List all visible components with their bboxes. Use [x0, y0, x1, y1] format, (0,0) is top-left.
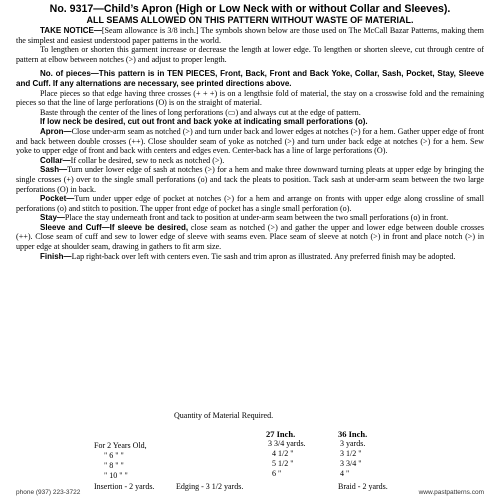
stay-label: Stay— — [40, 213, 65, 223]
apron-paragraph — [16, 127, 484, 156]
pieces-paragraph — [16, 69, 484, 88]
collar-text: If collar be desired, sew to neck as notched (>). — [70, 155, 225, 165]
pieces-lead: No. of pieces—This pattern is in TEN PIECES, Front, Back, Front and Back Yoke, Collar, Sash, Pocket, Stay, Sleeve and Cuff. If any alternations are necessary, see printed directions above. — [16, 69, 484, 88]
row-27-value: 4 1/2 " — [272, 449, 294, 458]
baste-paragraph: Baste through the center of the lines of long perforations (▭) and always cut at the edge of pattern. — [40, 107, 361, 117]
row-27-value: 5 1/2 " — [272, 459, 294, 468]
finish-text: Lap right-back over left with centers even. Tie sash and trim apron as illustrated. Any preferred finish may be adopted. — [71, 251, 456, 261]
row-label: " 8 " " — [104, 461, 124, 470]
length-note: To lengthen or shorten this garment increase or decrease the length at lower edge. To lengthen or shorten sleeve, cut through centre of pattern at elbow between notches (>) and adjust to proper length. — [16, 45, 484, 64]
col-36-inch: 36 Inch. — [338, 429, 368, 439]
row-36-value: 3 yards. — [340, 439, 366, 448]
row-label: " 6 " " — [104, 451, 124, 460]
material-table-title: Quantity of Material Required. — [174, 411, 274, 420]
pocket-paragraph — [16, 194, 484, 213]
page-title: No. 9317—Child’s Apron (High or Low Neck with or without Collar and Sleeves). — [49, 3, 451, 15]
finish-label: Finish— — [40, 251, 72, 261]
row-36-value: 3 3/4 " — [340, 459, 362, 468]
pocket-text: Turn under upper edge of pocket at notches (>) for a hem and arrange on fronts with upper edge along crossline of small perforations (o) and stitch to position. The upper front edge of pocket has a single small perforation (o). — [16, 194, 484, 213]
row-27-value: 6 " — [272, 469, 282, 478]
stay-text: Place the stay underneath front and tack to position at under-arm seam between the two small perforations (o) in front. — [64, 213, 449, 223]
row-label: For 2 Years Old, — [94, 441, 147, 450]
braid-amount: Braid - 2 yards. — [338, 482, 388, 491]
finish-paragraph — [16, 252, 484, 262]
row-36-value: 4 " — [340, 469, 350, 478]
low-neck-text: If low neck be desired, cut out front and back yoke at indicating small perforations (o). — [40, 117, 368, 127]
pattern-instructions — [16, 3, 484, 491]
apron-label: Apron— — [40, 126, 72, 136]
sash-text: Turn under lower edge of sash at notches (>) for a hem and make three downward turning pleats at upper edge by bringing the single crosses (+) over to the single small perforations (o) and tack the pleats to position. Tack sash at under-arm seam between the two large perforations (O) in back. — [16, 165, 484, 194]
insertion-amount: Insertion - 2 yards. — [94, 482, 155, 491]
collar-label: Collar— — [40, 155, 71, 165]
low-neck-paragraph — [16, 117, 484, 127]
notice-body: [Seam allowance is 3/8 inch.] The symbols shown below are those used on The McCall Bazar Patterns, making them the simplest and easiest understood paper patterns in the world. — [16, 26, 484, 45]
stay-paragraph — [16, 213, 484, 223]
sleeve-paragraph — [16, 223, 484, 252]
row-label: " 10 " " — [104, 471, 128, 480]
pocket-label: Pocket— — [40, 194, 75, 204]
row-36-value: 3 1/2 " — [340, 449, 362, 458]
col-27-inch: 27 Inch. — [266, 429, 296, 439]
instructions-body — [16, 26, 484, 261]
apron-text: Close under-arm seam as notched (>) and turn under back and lower edges at notches (>) for a hem. Gather upper edge of front and back between double crosses (++). Close shoulder seam of yoke as notched (>) and turn under back edge at notches (>) for a hem. Sew yoke to upper edge of front and back with centers and edges even. Center-back has a line of large perforations (O). — [16, 126, 484, 156]
collar-paragraph — [16, 156, 484, 166]
sleeve-text: close seam as notched (>) and gather the upper and lower edge between double crosses (++). Close seam of cuff and sew to lower edge of sleeve with seams even. Place seam of sleeve at notch (>) in front and place notch (>) in upper edge at shoulder seam, drawing in gathers to fit arm size. — [16, 222, 484, 252]
placement-paragraph: Place pieces so that edge having three crosses (+ + +) is on a lengthsie fold of material, the stay on a crosswise fold and the remaining pieces so that the line of large perforations (O) is on the straight of material. — [16, 88, 484, 108]
notice-lead: TAKE NOTICE— — [40, 26, 102, 35]
phone-number: phone (937) 223-3722 — [16, 489, 81, 496]
sleeve-label: Sleeve and Cuff—If sleeve be desired, — [40, 222, 189, 232]
row-27-value: 3 3/4 yards. — [268, 439, 306, 448]
website-url: www.pastpatterns.com — [418, 489, 484, 496]
notice-paragraph — [16, 26, 484, 45]
header — [16, 3, 484, 26]
edging-amount: Edging - 3 1/2 yards. — [176, 482, 244, 491]
sash-label: Sash— — [40, 165, 68, 175]
page-subtitle: ALL SEAMS ALLOWED ON THIS PATTERN WITHOUT WASTE OF MATERIAL. — [86, 15, 414, 25]
sash-paragraph — [16, 165, 484, 194]
